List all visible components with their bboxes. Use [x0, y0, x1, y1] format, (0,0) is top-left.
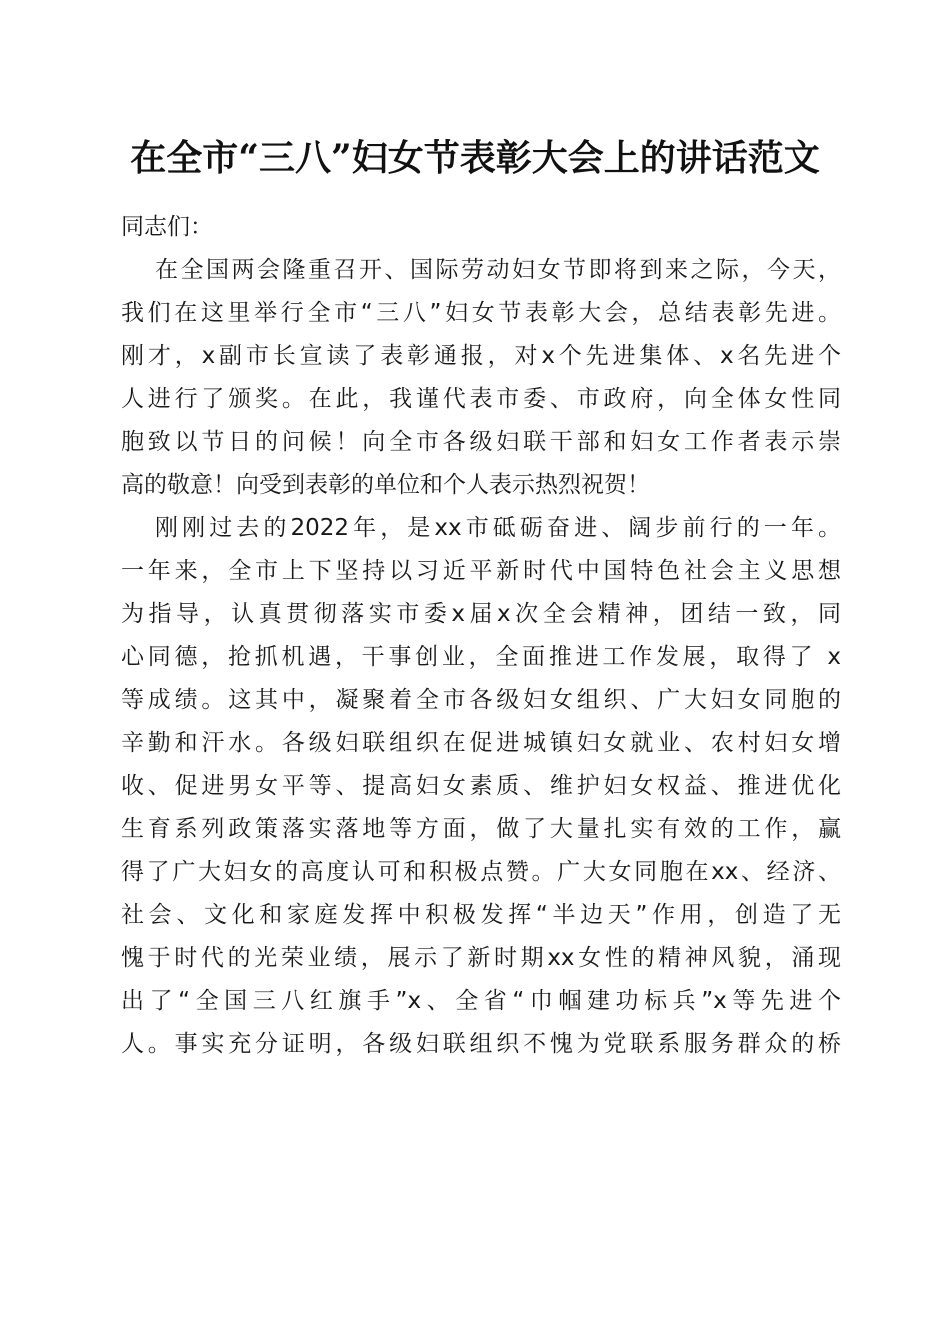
paragraph-2-line: 等成绩。这其中，凝聚着全市各级妇女组织、广大妇女同胞的 — [121, 687, 841, 713]
paragraph-2-line: 愧于时代的光荣业绩，展示了新时期xx女性的精神风貌，涌现 — [121, 945, 841, 971]
paragraph-1-line: 胞致以节日的问候！向全市各级妇联干部和妇女工作者表示崇 — [121, 429, 841, 455]
paragraph-1-line: 人进行了颁奖。在此，我谨代表市委、市政府，向全体女性同 — [121, 386, 841, 412]
paragraph-1-line: 在全国两会隆重召开、国际劳动妇女节即将到来之际，今天， — [155, 257, 841, 283]
paragraph-2-line: 生育系列政策落实落地等方面，做了大量扎实有效的工作，赢 — [121, 816, 841, 842]
document-body — [121, 206, 841, 1066]
paragraph-2-line: 人。事实充分证明，各级妇联组织不愧为党联系服务群众的桥 — [121, 1031, 841, 1057]
paragraph-2-line: 为指导，认真贯彻落实市委x届x次全会精神，团结一致，同 — [121, 601, 841, 627]
document-title: 在全市“三八”妇女节表彰大会上的讲话范文 — [130, 137, 820, 179]
paragraph-2-line: 辛勤和汗水。各级妇联组织在促进城镇妇女就业、农村妇女增 — [121, 730, 841, 756]
paragraph-2-line: 社会、文化和家庭发挥中积极发挥“半边天”作用，创造了无 — [121, 902, 841, 928]
paragraph-2-line: 出了“全国三八红旗手”x、全省“巾帼建功标兵”x等先进个 — [121, 988, 841, 1014]
paragraph-2-line: 一年来，全市上下坚持以习近平新时代中国特色社会主义思想 — [121, 558, 841, 584]
paragraph-1-line: 刚才，x副市长宣读了表彰通报，对x个先进集体、x名先进个 — [121, 343, 841, 369]
paragraph-2-line: 得了广大妇女的高度认可和积极点赞。广大女同胞在xx、经济、 — [121, 859, 841, 885]
paragraph-2-line: 心同德，抢抓机遇，干事创业，全面推进工作发展，取得了 x — [121, 644, 841, 670]
salutation: 同志们： — [121, 214, 213, 240]
paragraph-1-line: 高的敬意！向受到表彰的单位和个人表示热烈祝贺！ — [121, 472, 650, 498]
paragraph-1-line: 我们在这里举行全市“三八”妇女节表彰大会，总结表彰先进。 — [121, 300, 841, 326]
paragraph-2-line: 收、促进男女平等、提高妇女素质、维护妇女权益、推进优化 — [121, 773, 841, 799]
paragraph-2-line: 刚刚过去的2022年，是xx市砥砺奋进、阔步前行的一年。 — [155, 515, 841, 541]
